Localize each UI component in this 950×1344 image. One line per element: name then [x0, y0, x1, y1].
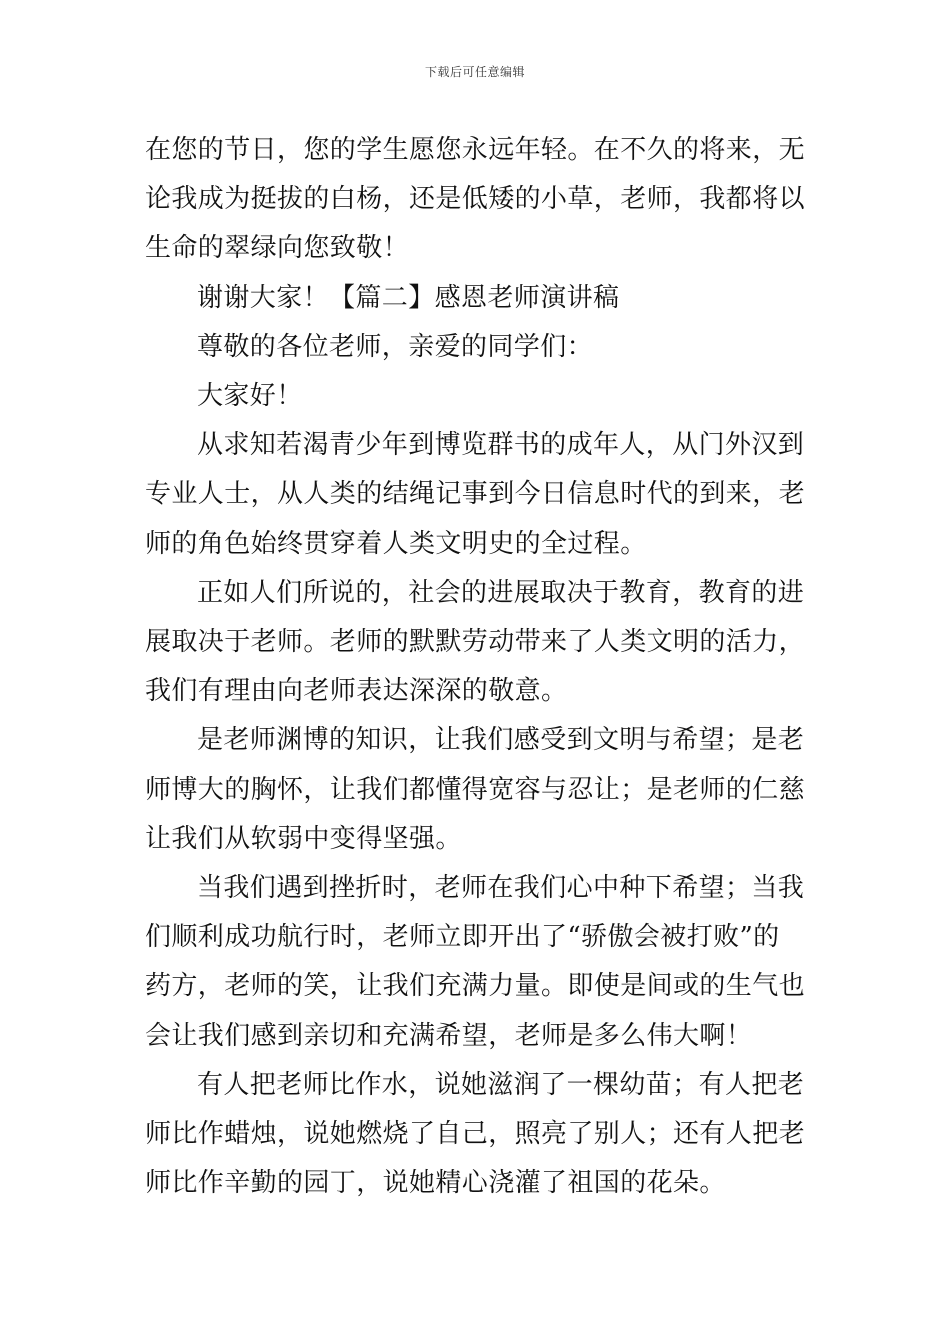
- paragraph: [145, 323, 805, 372]
- text-line: 师的角色始终贯穿着人类文明史的全过程。: [145, 528, 647, 559]
- paragraph: [145, 569, 805, 618]
- paragraph: [145, 126, 805, 274]
- text-line: 论我成为挺拔的白杨，还是低矮的小草，老师，我都将以: [145, 184, 806, 215]
- paragraph: [145, 864, 805, 913]
- text-line: 们顺利成功航行时，老师立即开出了“骄傲会被打败”的: [145, 922, 780, 953]
- text-line: 师比作蜡烛，说她燃烧了自己，照亮了别人；还有人把老: [145, 1119, 806, 1150]
- paragraph-continuation: [145, 470, 805, 568]
- paragraph: [145, 274, 805, 323]
- paragraph-continuation: [145, 913, 805, 1061]
- text-line: 会让我们感到亲切和充满希望，老师是多么伟大啊！: [145, 1020, 753, 1051]
- header-note: 下载后可任意编辑: [424, 65, 525, 79]
- paragraph: [145, 1061, 805, 1110]
- paragraph-continuation: [145, 618, 805, 716]
- text-line: 生命的翠绿向您致敬！: [145, 233, 410, 264]
- paragraph-continuation: [145, 766, 805, 864]
- text-line: 专业人士，从人类的结绳记事到今日信息时代的到来，老: [145, 479, 806, 510]
- text-line: 让我们从软弱中变得坚强。: [145, 823, 462, 854]
- paragraph: [145, 372, 805, 421]
- text-line: 从求知若渴青少年到博览群书的成年人，从门外汉到: [197, 430, 805, 461]
- text-line: 展取决于老师。老师的默默劳动带来了人类文明的活力，: [145, 627, 806, 658]
- text-line: 正如人们所说的，社会的进展取决于教育，教育的进: [197, 577, 805, 608]
- text-line: 是老师渊博的知识，让我们感受到文明与希望；是老: [197, 725, 805, 756]
- text-line: 我们有理由向老师表达深深的敬意。: [145, 676, 568, 707]
- text-line: 谢谢大家！【篇二】感恩老师演讲稿: [197, 282, 620, 313]
- paragraph: [145, 421, 805, 470]
- text-line: 药方，老师的笑，让我们充满力量。即使是间或的生气也: [145, 971, 806, 1002]
- document-body: [145, 126, 805, 1208]
- paragraph: [145, 716, 805, 765]
- text-line: 有人把老师比作水，说她滋润了一棵幼苗；有人把老: [197, 1069, 805, 1100]
- text-line: 在您的节日，您的学生愿您永远年轻。在不久的将来，无: [145, 135, 806, 165]
- greeting: 大家好！: [197, 381, 303, 412]
- text-line: 师博大的胸怀，让我们都懂得宽容与忍让；是老师的仁慈: [145, 774, 806, 805]
- text-line: 当我们遇到挫折时，老师在我们心中种下希望；当我: [197, 873, 805, 904]
- text-line: 师比作辛勤的园丁，说她精心浇灌了祖国的花朵。: [145, 1168, 726, 1199]
- paragraph-continuation: [145, 1110, 805, 1208]
- salutation: 尊敬的各位老师，亲爱的同学们：: [197, 331, 594, 362]
